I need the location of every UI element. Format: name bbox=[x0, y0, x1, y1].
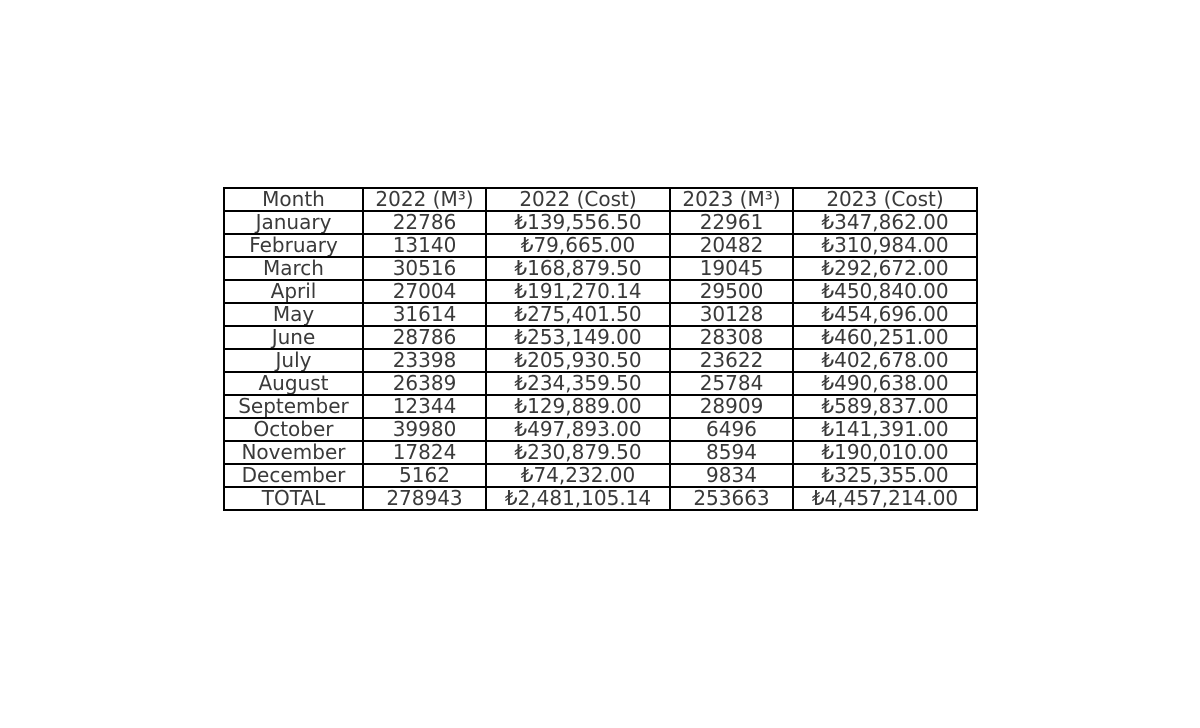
volume-2022-cell: 23398 bbox=[363, 349, 486, 372]
cost-2022-cell: ₺497,893.00 bbox=[486, 418, 670, 441]
table-row bbox=[224, 464, 977, 487]
volume-2023-cell: 253663 bbox=[670, 487, 793, 510]
month-cell: August bbox=[224, 372, 363, 395]
volume-2022-cell: 28786 bbox=[363, 326, 486, 349]
cost-2023-cell: ₺292,672.00 bbox=[793, 257, 977, 280]
volume-2022-cell: 5162 bbox=[363, 464, 486, 487]
month-cell: March bbox=[224, 257, 363, 280]
volume-2022-cell: 26389 bbox=[363, 372, 486, 395]
month-cell: September bbox=[224, 395, 363, 418]
table-body bbox=[224, 211, 977, 510]
table-row bbox=[224, 303, 977, 326]
cost-2023-cell: ₺4,457,214.00 bbox=[793, 487, 977, 510]
volume-2023-cell: 8594 bbox=[670, 441, 793, 464]
cost-2022-cell: ₺2,481,105.14 bbox=[486, 487, 670, 510]
cost-2023-cell: ₺402,678.00 bbox=[793, 349, 977, 372]
table-row bbox=[224, 349, 977, 372]
cost-2022-cell: ₺139,556.50 bbox=[486, 211, 670, 234]
table-row bbox=[224, 234, 977, 257]
volume-2023-cell: 22961 bbox=[670, 211, 793, 234]
volume-2022-cell: 13140 bbox=[363, 234, 486, 257]
volume-2023-cell: 30128 bbox=[670, 303, 793, 326]
column-header-2023-cost: 2023 (Cost) bbox=[793, 188, 977, 211]
cost-2022-cell: ₺129,889.00 bbox=[486, 395, 670, 418]
volume-2022-cell: 39980 bbox=[363, 418, 486, 441]
month-cell: May bbox=[224, 303, 363, 326]
table-row bbox=[224, 441, 977, 464]
volume-2023-cell: 6496 bbox=[670, 418, 793, 441]
month-cell: October bbox=[224, 418, 363, 441]
column-header-2023-volume: 2023 (M³) bbox=[670, 188, 793, 211]
cost-2022-cell: ₺253,149.00 bbox=[486, 326, 670, 349]
month-cell: December bbox=[224, 464, 363, 487]
cost-2022-cell: ₺79,665.00 bbox=[486, 234, 670, 257]
table-row bbox=[224, 395, 977, 418]
volume-2023-cell: 28909 bbox=[670, 395, 793, 418]
cost-2022-cell: ₺74,232.00 bbox=[486, 464, 670, 487]
table-row bbox=[224, 211, 977, 234]
header-row bbox=[224, 188, 977, 211]
month-cell: January bbox=[224, 211, 363, 234]
volume-2022-cell: 31614 bbox=[363, 303, 486, 326]
table-row bbox=[224, 326, 977, 349]
volume-2023-cell: 9834 bbox=[670, 464, 793, 487]
volume-2023-cell: 23622 bbox=[670, 349, 793, 372]
volume-2023-cell: 25784 bbox=[670, 372, 793, 395]
volume-2023-cell: 28308 bbox=[670, 326, 793, 349]
cost-2023-cell: ₺310,984.00 bbox=[793, 234, 977, 257]
cost-2022-cell: ₺168,879.50 bbox=[486, 257, 670, 280]
cost-2023-cell: ₺325,355.00 bbox=[793, 464, 977, 487]
table-row bbox=[224, 280, 977, 303]
column-header-2022-volume: 2022 (M³) bbox=[363, 188, 486, 211]
volume-2022-cell: 12344 bbox=[363, 395, 486, 418]
volume-2022-cell: 22786 bbox=[363, 211, 486, 234]
cost-2023-cell: ₺141,391.00 bbox=[793, 418, 977, 441]
volume-2022-cell: 30516 bbox=[363, 257, 486, 280]
volume-2023-cell: 19045 bbox=[670, 257, 793, 280]
data-table bbox=[223, 187, 978, 511]
cost-2023-cell: ₺347,862.00 bbox=[793, 211, 977, 234]
month-cell: April bbox=[224, 280, 363, 303]
column-header-month: Month bbox=[224, 188, 363, 211]
cost-2022-cell: ₺191,270.14 bbox=[486, 280, 670, 303]
cost-2023-cell: ₺589,837.00 bbox=[793, 395, 977, 418]
month-cell: June bbox=[224, 326, 363, 349]
month-cell: TOTAL bbox=[224, 487, 363, 510]
cost-2022-cell: ₺230,879.50 bbox=[486, 441, 670, 464]
volume-2022-cell: 27004 bbox=[363, 280, 486, 303]
cost-2023-cell: ₺450,840.00 bbox=[793, 280, 977, 303]
volume-2023-cell: 29500 bbox=[670, 280, 793, 303]
table-row bbox=[224, 257, 977, 280]
month-cell: July bbox=[224, 349, 363, 372]
volume-2023-cell: 20482 bbox=[670, 234, 793, 257]
cost-2022-cell: ₺205,930.50 bbox=[486, 349, 670, 372]
table-row bbox=[224, 372, 977, 395]
month-cell: February bbox=[224, 234, 363, 257]
cost-2023-cell: ₺190,010.00 bbox=[793, 441, 977, 464]
cost-2023-cell: ₺460,251.00 bbox=[793, 326, 977, 349]
cost-2022-cell: ₺234,359.50 bbox=[486, 372, 670, 395]
column-header-2022-cost: 2022 (Cost) bbox=[486, 188, 670, 211]
volume-2022-cell: 278943 bbox=[363, 487, 486, 510]
total-row bbox=[224, 487, 977, 510]
cost-2023-cell: ₺490,638.00 bbox=[793, 372, 977, 395]
table-row bbox=[224, 418, 977, 441]
volume-2022-cell: 17824 bbox=[363, 441, 486, 464]
month-cell: November bbox=[224, 441, 363, 464]
cost-2023-cell: ₺454,696.00 bbox=[793, 303, 977, 326]
cost-2022-cell: ₺275,401.50 bbox=[486, 303, 670, 326]
